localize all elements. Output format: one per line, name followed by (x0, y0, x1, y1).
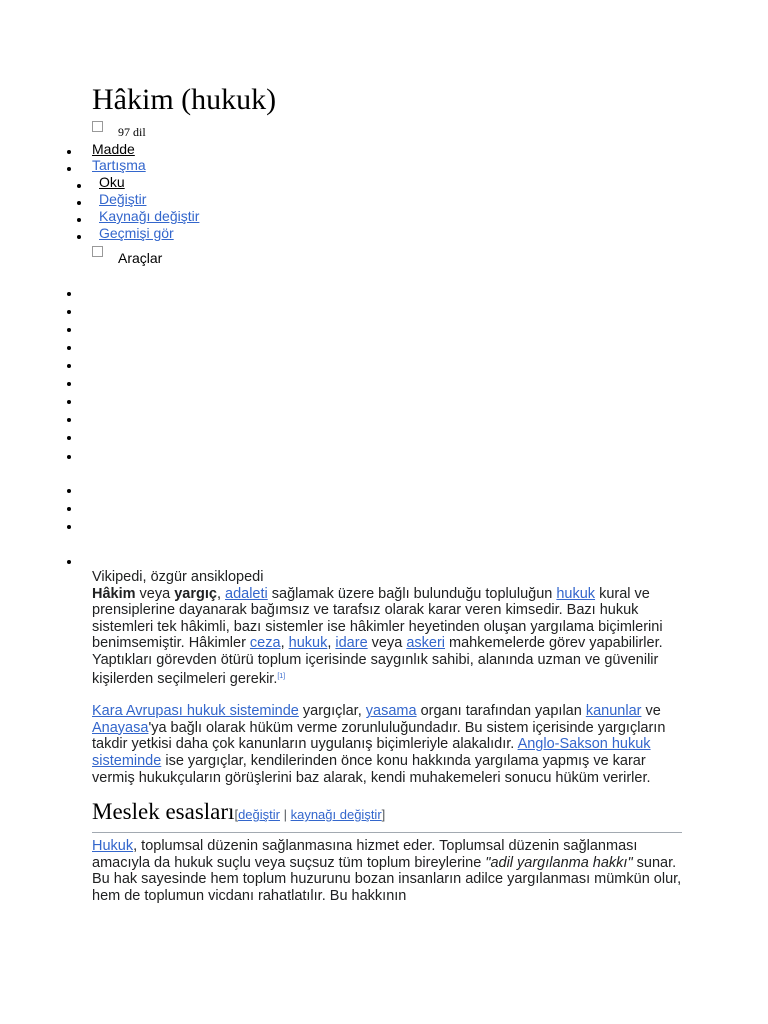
list-bullet (77, 184, 81, 188)
text: veya (367, 635, 407, 652)
tools-label[interactable]: Araçlar (118, 250, 163, 266)
link-anglo-sakson[interactable]: Anglo-Sakson hukuk sisteminde (92, 736, 651, 769)
text: 'ya bağlı olarak hüküm verme zorunluluğundadır. Bu sistem içerisinde yargıçların takdir yetkisi daha çok kanunların uygulanış biçimleriyle alakalıdır. (92, 719, 666, 753)
section-heading (92, 798, 682, 833)
text: yargıçlar, (298, 703, 366, 720)
empty-list-bullet (67, 436, 71, 440)
section-edit-links (234, 807, 385, 822)
text: , (327, 635, 336, 652)
link-anayasa[interactable]: Anayasa (92, 719, 149, 736)
empty-list-bullet (67, 507, 71, 511)
tab-history[interactable]: Geçmişi gör (99, 225, 174, 241)
empty-list-bullet (67, 364, 71, 368)
site-tagline: Vikipedi, özgür ansiklopedi (92, 569, 264, 585)
empty-list-bullet (67, 346, 71, 350)
tab-talk[interactable]: Tartışma (92, 157, 146, 173)
link-idare[interactable]: idare (335, 635, 368, 652)
link-kara-avrupasi[interactable]: Kara Avrupası hukuk sisteminde (92, 703, 299, 720)
link-ceza[interactable]: ceza (249, 635, 281, 652)
text: sunar. Bu hak sayesinde hem toplum huzurunu bozan insanların adilce yargılanması mümkün olur, hem de toplumun vicdanı rahatlatılır. Bu hakkının (92, 854, 682, 904)
italic-term: "adil yargılanma hakkı" (485, 854, 633, 871)
bracket: ] (381, 807, 386, 823)
tab-article[interactable]: Madde (92, 141, 135, 157)
empty-list-bullet (67, 310, 71, 314)
languages-label[interactable]: 97 dil (118, 125, 146, 139)
link-askeri[interactable]: askeri (406, 635, 446, 652)
empty-list-bullet (67, 525, 71, 529)
text: , (216, 585, 226, 602)
paragraph-3 (92, 838, 682, 904)
empty-list-bullet (67, 400, 71, 404)
link-adaleti[interactable]: adaleti (225, 585, 268, 602)
text: mahkemelerde görev yapabilirler. Yaptıkları görevden ötürü toplum içerisinde saygınlık sahibi, alanında uzman ve güvenilir kişilerden seçilmeleri gerekir. (92, 635, 663, 687)
empty-list-bullet (67, 455, 71, 459)
separator: | (279, 807, 291, 823)
list-bullet (67, 150, 71, 154)
text: ve (641, 703, 661, 720)
list-bullet (77, 201, 81, 205)
text: , toplumsal düzenin sağlanmasına hizmet eder. Toplumsal düzenin sağlanması amacıyla da hukuk suçlu veya suçsuz tüm toplum bireylerine (92, 838, 638, 871)
paragraph-2 (92, 703, 682, 786)
tools-toggle-checkbox[interactable] (92, 246, 103, 257)
text: sağlamak üzere bağlı bulunduğu topluluğun (267, 585, 557, 602)
section-edit-source-link[interactable]: kaynağı değiştir (290, 807, 382, 823)
text: organı tarafından yapılan (416, 703, 586, 720)
empty-list-bullet (67, 328, 71, 332)
tab-edit[interactable]: Değiştir (99, 191, 147, 207)
language-toggle-checkbox[interactable] (92, 121, 103, 132)
section-title: Meslek esasları (92, 799, 235, 825)
tab-read[interactable]: Oku (99, 174, 125, 190)
article-body (92, 569, 682, 905)
reference-1[interactable]: [1] (277, 672, 286, 680)
empty-list-bullet (67, 292, 71, 296)
empty-list-bullet (67, 560, 71, 564)
link-kanunlar[interactable]: kanunlar (585, 703, 642, 720)
link-hukuk[interactable]: hukuk (556, 585, 596, 602)
text: veya (135, 585, 175, 602)
term-bold: Hâkim (92, 585, 136, 602)
empty-list-bullet (67, 489, 71, 493)
tab-edit-source[interactable]: Kaynağı değiştir (99, 208, 200, 224)
section-edit-link[interactable]: değiştir (238, 807, 280, 823)
page-title: Hâkim (hukuk) (92, 83, 277, 116)
list-bullet (67, 167, 71, 171)
text: , (280, 635, 289, 652)
bracket: [ (234, 807, 239, 823)
link-hukuk-2[interactable]: hukuk (288, 635, 328, 652)
empty-list-bullet (67, 418, 71, 422)
intro-paragraph (92, 586, 682, 688)
link-yasama[interactable]: yasama (365, 703, 417, 720)
text: ise yargıçlar, kendilerinden önce konu hakkında yargılama yapmış ve karar vermiş hukukçuların görüşlerini baz alarak, kendi muhakemeleri sonucu hüküm verirler. (92, 752, 651, 786)
link-hukuk-section[interactable]: Hukuk (92, 838, 134, 855)
text: kural ve prensiplerine dayanarak bağımsız ve tarafsız olarak karar veren kimsedir. Bazı hukuk sistemleri tek hâkimli, bazı sistemler ise hâkimler heyetinden oluşan yargılama biçimlerini benimsemiştir. Hâkimler (92, 585, 663, 652)
empty-list-bullet (67, 382, 71, 386)
list-bullet (77, 235, 81, 239)
list-bullet (77, 218, 81, 222)
term-bold: yargıç (174, 585, 217, 602)
